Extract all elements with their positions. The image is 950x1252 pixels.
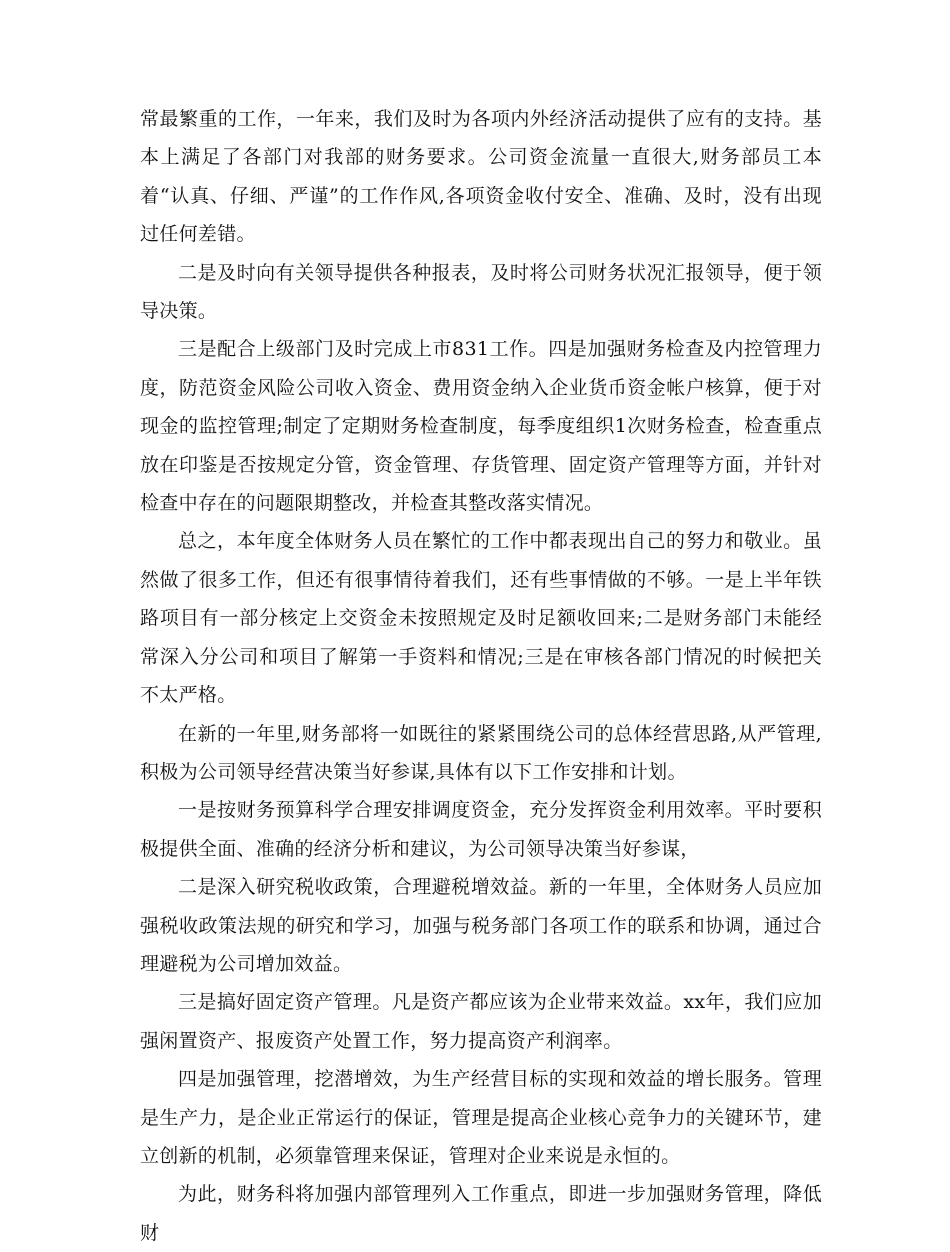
- paragraph-3: 三是配合上级部门及时完成上市831工作。四是加强财务检查及内控管理力度，防范资金风险公司收入资金、费用资金纳入企业货币资金帐户核算，便于对现金的监控管理;制定了定期财务检查制度，每季度组织1次财务检查，检查重点放在印鉴是否按规定分管，资金管理、存货管理、固定资产管理等方面，并针对检查中存在的问题限期整改，并检查其整改落实情况。: [140, 338, 822, 515]
- paragraph-5: 在新的一年里,财务部将一如既往的紧紧围绕公司的总体经营思路,从严管理,积极为公司领导经营决策当好参谋,具体有以下工作安排和计划。: [140, 722, 822, 783]
- paragraph-9: 四是加强管理，挖潜增效，为生产经营目标的实现和效益的增长服务。管理是生产力，是企业正常运行的保证，管理是提高企业核心竞争力的关键环节，建立创新的机制，必须靠管理来保证，管理对企业来说是永恒的。: [140, 1068, 822, 1167]
- paragraph-10: 为此，财务科将加强内部管理列入工作重点，即进一步加强财务管理，降低财: [140, 1183, 822, 1244]
- paragraph-8: 三是搞好固定资产管理。凡是资产都应该为企业带来效益。xx年，我们应加强闲置资产、报废资产处置工作，努力提高资产利润率。: [140, 991, 822, 1052]
- paragraph-7: 二是深入研究税收政策，合理避税增效益。新的一年里，全体财务人员应加强税收政策法规的研究和学习，加强与税务部门各项工作的联系和协调，通过合理避税为公司增加效益。: [140, 876, 822, 975]
- paragraph-1: 常最繁重的工作，一年来，我们及时为各项内外经济活动提供了应有的支持。基本上满足了各部门对我部的财务要求。公司资金流量一直很大,财务部员工本着“认真、仔细、严谨”的工作作风,各项资金收付安全、准确、及时，没有出现过任何差错。: [140, 108, 822, 246]
- paragraph-6: 一是按财务预算科学合理安排调度资金，充分发挥资金利用效率。平时要积极提供全面、准确的经济分析和建议，为公司领导决策当好参谋，: [140, 799, 822, 860]
- paragraph-2: 二是及时向有关领导提供各种报表，及时将公司财务状况汇报领导，便于领导决策。: [140, 261, 822, 323]
- paragraph-4: 总之，本年度全体财务人员在繁忙的工作中都表现出自己的努力和敬业。虽然做了很多工作，但还有很事情待着我们，还有些事情做的不够。一是上半年铁路项目有一部分核定上交资金未按照规定及时足额收回来;二是财务部门未能经常深入分公司和项目了解第一手资料和情况;三是在审核各部门情况的时候把关不太严格。: [140, 530, 822, 707]
- document-page: [140, 100, 822, 1252]
